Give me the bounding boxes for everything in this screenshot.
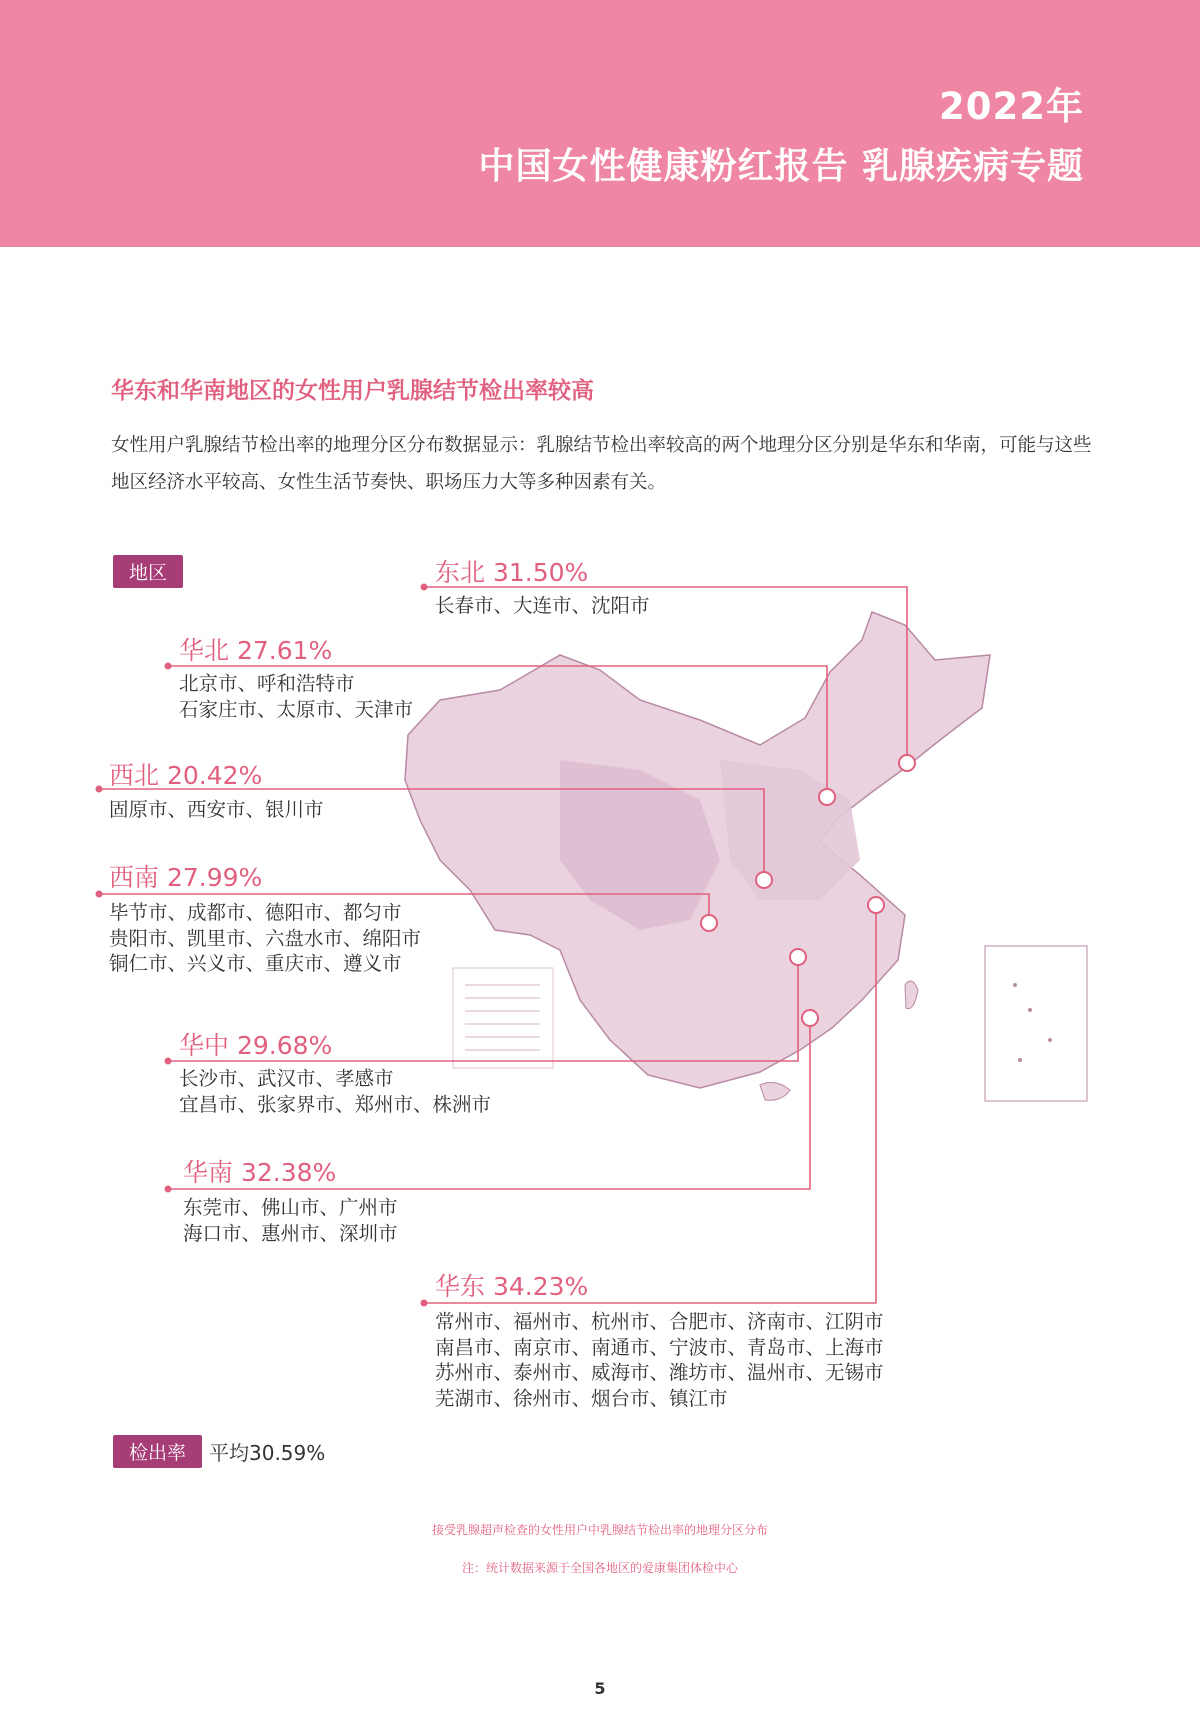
region-head-huadong: 华东 34.23%: [435, 1272, 589, 1301]
city-line: 毕节市、成都市、德阳市、都匀市: [109, 901, 402, 924]
city-line: 北京市、呼和浩特市: [179, 672, 355, 695]
city-line: 长沙市、武汉市、孝感市: [179, 1067, 394, 1090]
rate-tag: 检出率: [113, 1435, 202, 1468]
region-head-huabei: 华北 27.61%: [179, 636, 333, 665]
cities-huanan: [183, 1195, 398, 1246]
city-line: 固原市、西安市、银川市: [109, 798, 324, 821]
cities-huadong: [435, 1309, 884, 1411]
cities-dongbei: [435, 593, 650, 619]
region-head-xibei: 西北 20.42%: [109, 761, 263, 790]
city-line: 贵阳市、凯里市、六盘水市、绵阳市: [109, 926, 422, 950]
city-line: 石家庄市、太原市、天津市: [179, 697, 414, 721]
cities-xinan: [109, 900, 421, 977]
figure-caption: 接受乳腺超声检查的女性用户中乳腺结节检出率的地理分区分布: [431, 1523, 768, 1537]
report-title: 中国女性健康粉红报告 乳腺疾病专题: [478, 146, 1084, 187]
marker-huanan: [802, 1010, 818, 1026]
report-year: 2022年: [939, 85, 1084, 128]
region-head-huanan: 华南 32.38%: [183, 1158, 337, 1187]
section-title: 华东和华南地区的女性用户乳腺结节检出率较高: [111, 378, 594, 404]
intro-paragraph: 女性用户乳腺结节检出率的地理分区分布数据显示：乳腺结节检出率较高的两个地理分区分别是华东和华南，可能与这些地区经济水平较高、女性生活节奏快、职场压力大等多种因素有关。: [111, 435, 1092, 493]
region-head-dongbei: 东北 31.50%: [435, 558, 589, 587]
city-line: 东莞市、佛山市、广州市: [183, 1196, 398, 1219]
city-line: 芜湖市、徐州市、烟台市、镇江市: [435, 1386, 728, 1410]
marker-huazhong: [790, 949, 806, 965]
cities-xibei: [109, 797, 324, 823]
city-line: 长春市、大连市、沈阳市: [435, 594, 650, 617]
page-number: 5: [594, 1679, 606, 1698]
city-line: 海口市、惠州市、深圳市: [183, 1221, 398, 1245]
marker-xibei: [756, 872, 772, 888]
south-sea-inset: [985, 946, 1087, 1101]
city-line: 铜仁市、兴义市、重庆市、遵义市: [109, 952, 402, 975]
marker-huadong: [868, 897, 884, 913]
cities-huabei: [179, 671, 413, 722]
map-legend: [453, 968, 553, 1068]
city-line: 南昌市、南京市、南通市、宁波市、青岛市、上海市: [435, 1335, 884, 1359]
city-line: 宜昌市、张家界市、郑州市、株洲市: [179, 1092, 492, 1116]
region-head-huazhong: 华中 29.68%: [179, 1031, 333, 1060]
marker-dongbei: [899, 755, 915, 771]
city-line: 苏州市、泰州市、威海市、潍坊市、温州市、无锡市: [435, 1361, 884, 1384]
city-line: 常州市、福州市、杭州市、合肥市、济南市、江阴市: [435, 1310, 884, 1333]
region-head-xinan: 西南 27.99%: [109, 863, 263, 892]
marker-xinan: [701, 915, 717, 931]
marker-huabei: [819, 789, 835, 805]
cities-huazhong: [179, 1066, 491, 1117]
region-tag: 地区: [113, 555, 183, 588]
average-rate: 平均30.59%: [209, 1441, 326, 1465]
figure-note: 注：统计数据来源于全国各地区的爱康集团体检中心: [461, 1561, 738, 1575]
